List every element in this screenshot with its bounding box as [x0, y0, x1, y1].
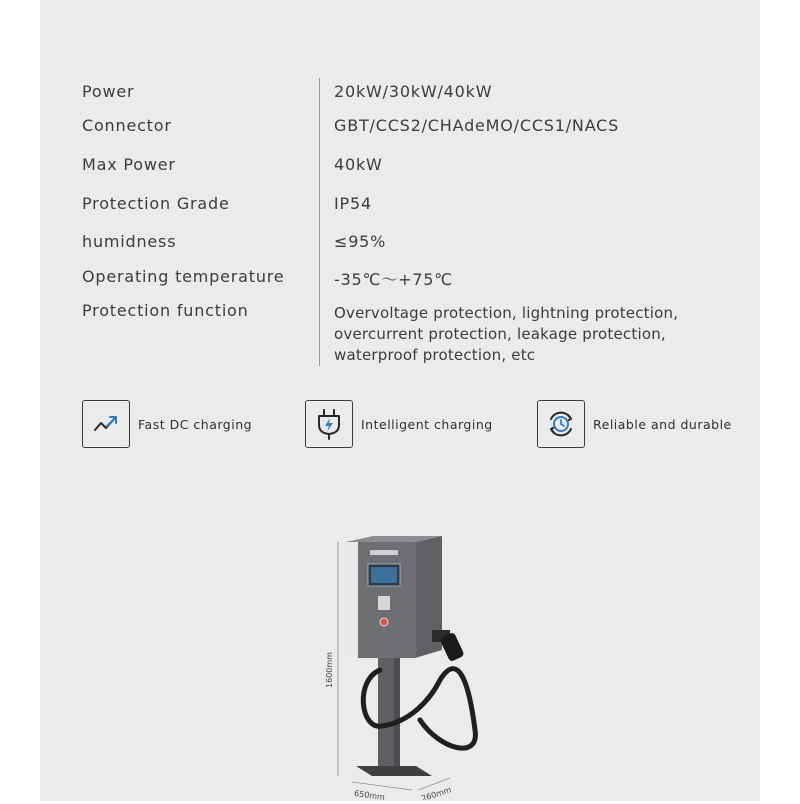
spec-value: Overvoltage protection, lightning protection, overcurrent protection, leakage protection, waterproof protection, etc	[334, 304, 679, 364]
table-divider	[319, 78, 320, 366]
feature-label: Fast DC charging	[138, 416, 253, 432]
spec-label: Power	[82, 82, 135, 101]
trend-arrow-icon	[82, 400, 130, 448]
spec-label: Max Power	[82, 155, 176, 174]
spec-label: humidness	[82, 232, 177, 251]
spec-value: IP54	[334, 194, 372, 213]
feature-label: Intelligent charging	[361, 416, 493, 432]
spec-value: GBT/CCS2/CHAdeMO/CCS1/NACS	[334, 116, 620, 135]
feature-reliable-durable	[537, 398, 732, 450]
spec-value: -35℃～+75℃	[334, 270, 454, 289]
spec-label: Protection Grade	[82, 194, 230, 213]
spec-value: 40kW	[334, 155, 383, 174]
spec-label: Protection function	[82, 301, 249, 320]
dimension-width-label: 650mm	[353, 788, 386, 800]
spec-value: ≤95%	[334, 232, 387, 251]
plug-bolt-icon	[305, 400, 353, 448]
charger-illustration	[320, 530, 500, 800]
dimension-depth-label: 260mm	[420, 785, 453, 800]
spec-label: Operating temperature	[82, 267, 285, 286]
dimension-height-label: 1600mm	[325, 652, 334, 688]
spec-label: Connector	[82, 116, 172, 135]
feature-intelligent-charging	[305, 398, 493, 450]
feature-fast-dc-charging	[82, 398, 252, 450]
spec-value: 20kW/30kW/40kW	[334, 82, 493, 101]
clock-cycle-icon	[537, 400, 585, 448]
feature-label: Reliable and durable	[593, 416, 732, 432]
